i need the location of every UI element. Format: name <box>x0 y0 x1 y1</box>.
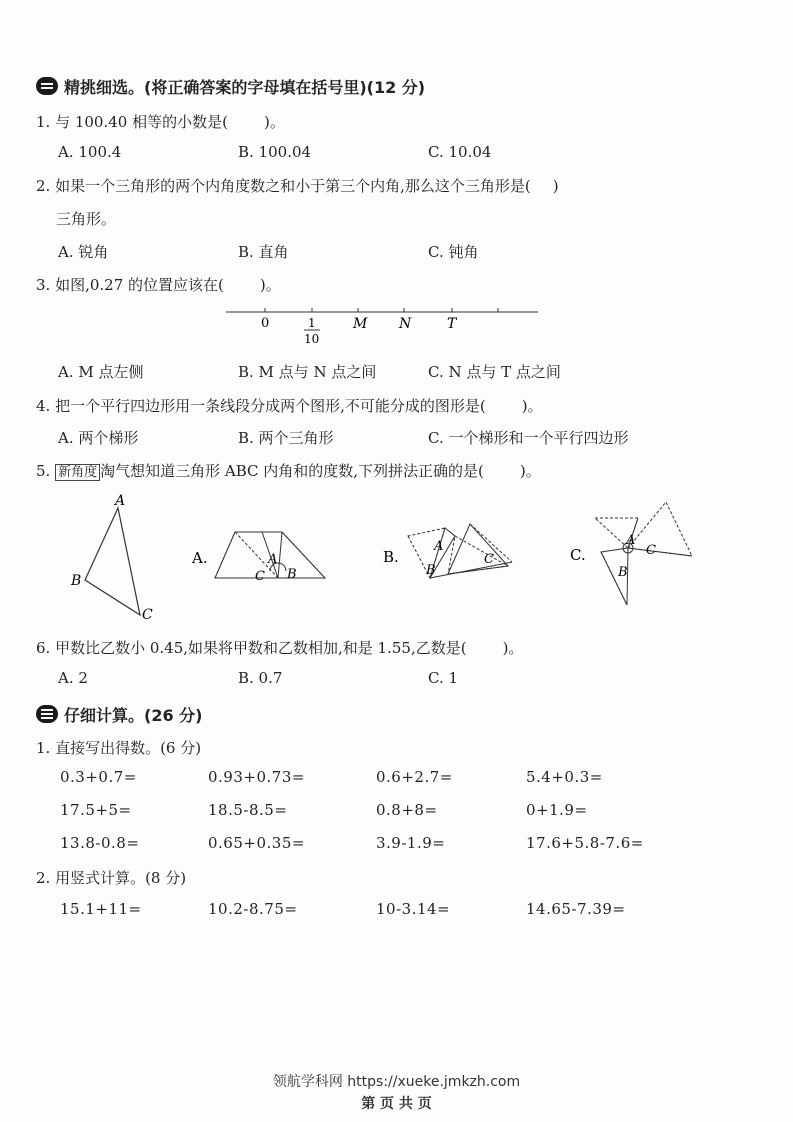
label-frac-den: 10 <box>304 332 320 346</box>
q3-text: 3. 如图,0.27 的位置应该在( <box>36 276 224 294</box>
q6-end: )。 <box>502 639 524 657</box>
calc-item: 0.6+2.7= <box>376 768 453 786</box>
q2-stem <box>36 175 559 196</box>
vertex-b-label: B <box>71 573 82 589</box>
q1-text: 1. 与 100.40 相等的小数是( <box>36 113 228 131</box>
label-t: T <box>447 316 457 332</box>
q6-stem <box>36 637 523 658</box>
p2-title: 2. 用竖式计算。(8 分) <box>36 869 187 887</box>
option-b-figure <box>383 524 512 578</box>
q2-line2: 三角形。 <box>56 210 117 228</box>
label-n: N <box>399 316 412 332</box>
opt-a-vertex-c: C <box>255 569 265 584</box>
q4-stem <box>36 395 543 416</box>
calc-item: 0.65+0.35= <box>208 834 305 852</box>
calc-item: 0+1.9= <box>526 801 588 819</box>
q2-option-b: B. 直角 <box>238 243 289 261</box>
q3-option-a: A. M 点左侧 <box>58 363 144 381</box>
opt-c-vertex-c: C <box>646 543 656 558</box>
q1-option-a: A. 100.4 <box>58 143 122 161</box>
q4-text: 4. 把一个平行四边形用一条线段分成两个图形,不可能分成的图形是( <box>36 397 486 415</box>
q6-option-c: C. 1 <box>428 669 459 687</box>
calc-item: 5.4+0.3= <box>526 768 603 786</box>
q5-stem <box>36 460 541 481</box>
q4-end: )。 <box>521 397 543 415</box>
p1-title: 1. 直接写出得数。(6 分) <box>36 739 202 757</box>
calc-item: 17.6+5.8-7.6= <box>526 834 644 852</box>
q6-text: 6. 甲数比乙数小 0.45,如果将甲数和乙数相加,和是 1.55,乙数是( <box>36 639 467 657</box>
q2-option-c: C. 钝角 <box>428 243 479 261</box>
q1-end: )。 <box>263 113 285 131</box>
vertical-calc-item: 15.1+11= <box>60 900 142 918</box>
q5-figures <box>60 488 740 633</box>
vertical-calc-item: 10.2-8.75= <box>208 900 298 918</box>
vertex-c-label: C <box>142 607 153 623</box>
footer-page: 第 页 共 页 <box>361 1096 432 1112</box>
vertical-calc-item: 10-3.14= <box>376 900 451 918</box>
q3-option-c: C. N 点与 T 点之间 <box>428 363 561 381</box>
footer-site: 领航学科网 https://xueke.jmkzh.com <box>272 1074 521 1090</box>
calc-item: 0.8+8= <box>376 801 438 819</box>
label-frac-num: 1 <box>308 316 316 330</box>
option-a-figure <box>191 532 325 584</box>
section3-title: 仔细计算。(26 分) <box>64 706 203 725</box>
vertical-calc-item: 14.65-7.39= <box>526 900 626 918</box>
q6-option-b: B. 0.7 <box>238 669 283 687</box>
q2-end: ) <box>552 177 559 195</box>
opt-c-vertex-a: A <box>626 533 636 548</box>
number-line-figure <box>220 300 550 350</box>
label-zero: 0 <box>261 316 270 331</box>
opt-a-vertex-a: A <box>268 552 278 567</box>
q5-prefix: 5. <box>36 462 51 480</box>
calc-item: 0.3+0.7= <box>60 768 137 786</box>
q3-stem <box>36 274 281 295</box>
vertex-a-label: A <box>115 493 126 509</box>
calc-item: 18.5-8.5= <box>208 801 288 819</box>
calc-item: 17.5+5= <box>60 801 132 819</box>
q5-text: 淘气想知道三角形 ABC 内角和的度数,下列拼法正确的是( <box>100 462 484 480</box>
opt-a-vertex-b: B <box>287 567 297 582</box>
q2-line1: 2. 如果一个三角形的两个内角度数之和小于第三个内角,那么这个三角形是( <box>36 177 531 195</box>
q1-stem <box>36 111 285 132</box>
opt-b-vertex-b: B <box>426 563 436 578</box>
triangle-abc <box>70 493 153 623</box>
opt-c-vertex-b: B <box>618 565 628 580</box>
section-badge-icon <box>36 705 58 723</box>
q2-option-a: A. 锐角 <box>58 243 109 261</box>
q4-option-b: B. 两个三角形 <box>238 429 334 447</box>
opt-b-vertex-a: A <box>434 539 444 554</box>
calc-item: 0.93+0.73= <box>208 768 305 786</box>
option-b-label: B. <box>383 548 399 566</box>
calc-item: 3.9-1.9= <box>376 834 446 852</box>
calc-item: 13.8-0.8= <box>60 834 140 852</box>
q5-end: )。 <box>519 462 541 480</box>
section-badge-icon <box>36 77 58 95</box>
option-a-label: A. <box>192 549 208 567</box>
q1-option-c: C. 10.04 <box>428 143 492 161</box>
q4-option-a: A. 两个梯形 <box>58 429 139 447</box>
option-c-figure <box>570 502 692 605</box>
q6-option-a: A. 2 <box>58 669 88 687</box>
q1-option-b: B. 100.04 <box>238 143 312 161</box>
opt-b-vertex-c: C <box>484 552 494 567</box>
option-c-label: C. <box>570 546 586 564</box>
section2-title: 精挑细选。(将正确答案的字母填在括号里)(12 分) <box>64 78 426 97</box>
q3-option-b: B. M 点与 N 点之间 <box>238 363 377 381</box>
label-m: M <box>353 316 368 332</box>
q5-tag: 新角度 <box>55 464 100 481</box>
q4-option-c: C. 一个梯形和一个平行四边形 <box>428 429 629 447</box>
q3-end: )。 <box>259 276 281 294</box>
